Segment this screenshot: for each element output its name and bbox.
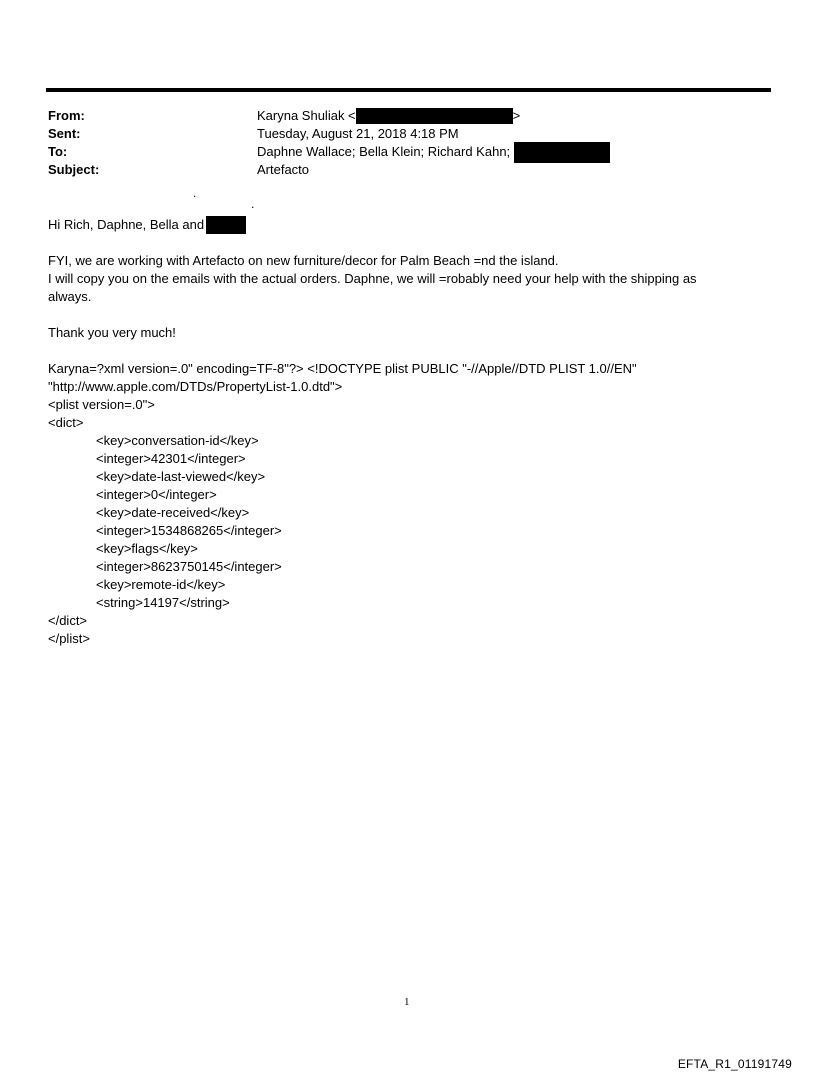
para1-line3: always. <box>48 289 92 304</box>
plist-entry: <key>conversation-id</key> <box>96 433 259 448</box>
plist-close: </plist> <box>48 631 90 646</box>
from-label: From: <box>48 108 85 123</box>
plist-entry: <integer>42301</integer> <box>96 451 246 466</box>
thanks-line: Thank you very much! <box>48 325 176 340</box>
plist-line1: Karyna=?xml version=.0" encoding=TF-8"?> <!DOCTYPE plist PUBLIC "-//Apple//DTD PLIST 1.0//EN" <box>48 361 637 376</box>
top-rule <box>46 88 771 92</box>
from-sender: Karyna Shuliak < <box>257 108 356 123</box>
plist-entry: <integer>1534868265</integer> <box>96 523 282 538</box>
from-bracket: > <box>512 108 521 123</box>
greeting-text: Hi Rich, Daphne, Bella and <box>48 217 205 232</box>
plist-line2: "http://www.apple.com/DTDs/PropertyList-1.0.dtd"> <box>48 379 343 394</box>
plist-entry: <integer>0</integer> <box>96 487 217 502</box>
plist-entry: <key>date-last-viewed</key> <box>96 469 266 484</box>
to-label: To: <box>48 144 68 159</box>
dict-open: <dict> <box>48 415 84 430</box>
subject-value: Artefacto <box>257 162 310 177</box>
redaction-block <box>356 108 513 124</box>
para1-line1: FYI, we are working with Artefacto on new furniture/decor for Palm Beach =nd the island. <box>48 253 559 268</box>
dict-close: </dict> <box>48 613 88 628</box>
to-value <box>257 144 610 163</box>
plist-entry: <integer>8623750145</integer> <box>96 559 282 574</box>
redaction-block <box>514 142 610 163</box>
plist-entry: <key>flags</key> <box>96 541 198 556</box>
sent-label: Sent: <box>48 126 81 141</box>
page-number: 1 <box>404 996 410 1008</box>
to-recipients: Daphne Wallace; Bella Klein; Richard Kahn; <box>257 144 511 159</box>
para1-line2: I will copy you on the emails with the actual orders. Daphne, we will =robably need your help with the shipping as <box>48 271 697 286</box>
redaction-block <box>206 216 246 234</box>
from-value <box>257 108 520 124</box>
plist-entry: <string>14197</string> <box>96 595 230 610</box>
greeting-line <box>48 216 748 234</box>
plist-open: <plist version=.0"> <box>48 397 155 412</box>
sent-value: Tuesday, August 21, 2018 4:18 PM <box>257 126 459 141</box>
plist-entry: <key>date-received</key> <box>96 505 250 520</box>
plist-entry: <key>remote-id</key> <box>96 577 226 592</box>
stray-mark: . <box>251 197 255 211</box>
subject-label: Subject: <box>48 162 100 177</box>
document-id: EFTA_R1_01191749 <box>677 1057 792 1071</box>
stray-mark: . <box>193 186 197 200</box>
